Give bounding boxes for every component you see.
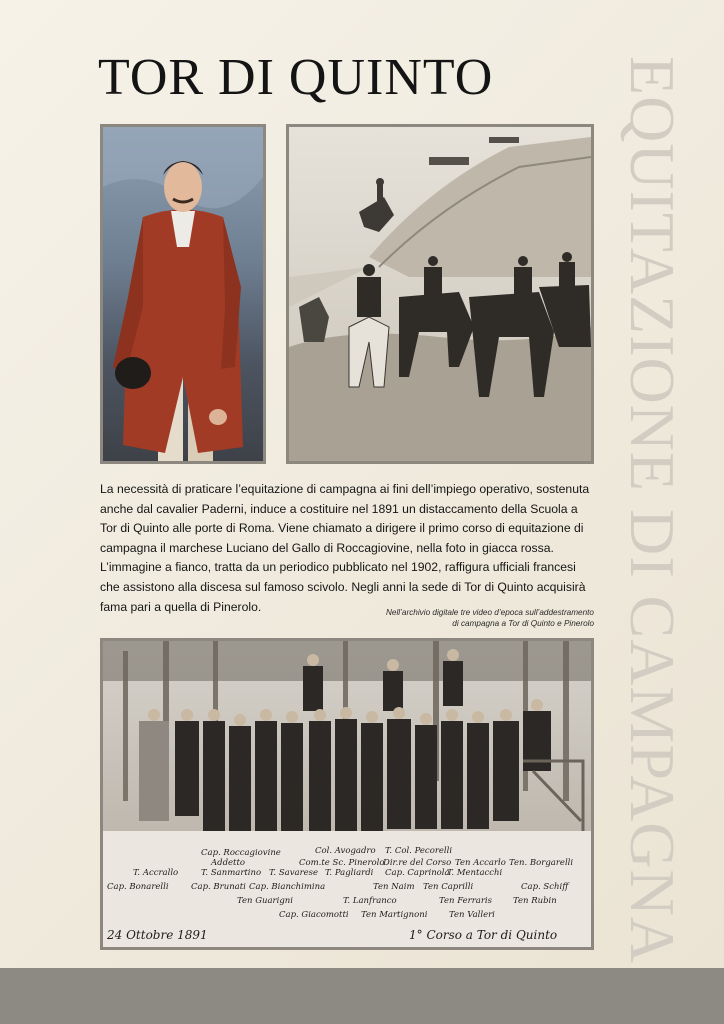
name-label: Dir.re del Corso	[383, 858, 452, 868]
name-label: Ten Caprilli	[423, 882, 474, 892]
photo-date: 24 Ottobre 1891	[107, 928, 208, 942]
name-label: T. Accrallo	[133, 868, 179, 878]
name-label: T. Sanmartino	[201, 868, 262, 878]
name-label: T. Pagliardi	[325, 868, 374, 878]
name-label: T. Savarese	[269, 868, 319, 878]
name-label: Ten Martignoni	[361, 910, 428, 920]
name-label: Cap. Roccagiovine	[201, 848, 281, 858]
cavalry-illustration	[286, 124, 594, 464]
caption-line-2: di campagna a Tor di Quinto e Pinerolo	[452, 619, 594, 628]
name-label: Cap. Caprinola	[385, 868, 450, 878]
name-label: Ten Valleri	[449, 910, 495, 920]
name-label: Cap. Giacomotti	[279, 910, 349, 920]
name-label: T. Col. Pecorelli	[385, 846, 453, 856]
name-label: Com.te Sc. Pinerolo	[299, 858, 385, 868]
group-photograph	[100, 638, 594, 950]
footer-band	[0, 968, 724, 1024]
portrait-image	[100, 124, 266, 464]
name-label: Addetto	[211, 858, 245, 868]
name-label: Ten. Borgarelli	[509, 858, 574, 868]
name-label: Cap. Brunati	[191, 882, 246, 892]
page-title: TOR DI QUINTO	[98, 49, 494, 106]
name-label: Col. Avogadro	[315, 846, 376, 856]
archive-caption	[330, 607, 594, 629]
name-label: Cap. Bianchimina	[249, 882, 326, 892]
body-paragraph: La necessità di praticare l’equitazione di campagna ai fini dell’impiego operativo, sostenuta anche dal cavalier Paderni, induce a costituire nel 1891 un distaccamento della Scuola a Tor di Quinto alle porte di Roma. Viene chiamato a dirigere il primo corso di equitazione di campagna il marchese Luciano del Gallo di Roccagiovine, nella foto in giacca rossa. L’immagine a fianco, tratta da un periodico pubblicato nel 1902, raffigura ufficiali francesi che assistono alla discesa sul famoso scivolo. Negli anni la sede di Tor di Quinto acquisirà fama pari a quella di Pinerolo.	[100, 482, 590, 614]
name-label: Ten Accarlo	[455, 858, 506, 868]
vertical-section-title: EQUITAZIONE DI CAMPAGNA	[617, 56, 688, 964]
name-label: Cap. Bonarelli	[107, 882, 169, 892]
name-label: T. Mentacchi	[447, 868, 503, 878]
photo-course: 1° Corso a Tor di Quinto	[409, 928, 558, 942]
name-label: Ten Rubin	[513, 896, 557, 906]
name-label: Ten Naim	[373, 882, 415, 892]
name-label: Cap. Schiff	[521, 882, 569, 892]
name-label: Ten Ferraris	[439, 896, 493, 906]
name-label: T. Lanfranco	[343, 896, 397, 906]
name-label: Ten Guarigni	[237, 896, 293, 906]
caption-line-1: Nell’archivio digitale tre video d’epoca sull’addestramento	[386, 608, 594, 617]
